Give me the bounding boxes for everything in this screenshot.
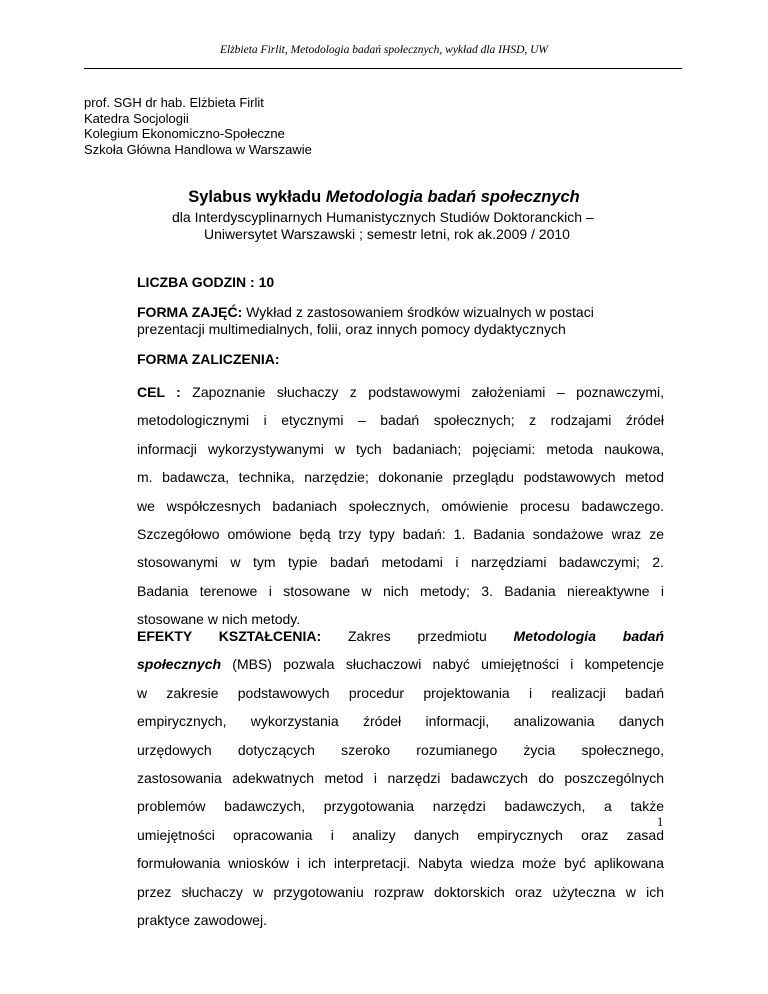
syllabus-subtitle (172, 209, 594, 243)
goal-line: Zapoznanie słuchaczy z podstawowymi założeniami – poznawczymi, (180, 384, 664, 400)
outcomes-line: formułowania wniosków i ich interpretacji. Nabyta wiedza może być aplikowana (137, 855, 664, 872)
class-format-section (137, 304, 664, 338)
college: Kolegium Ekonomiczno-Społeczne (84, 126, 285, 142)
outcomes-line: zastosowania adekwatnych metod i narzędzi badawczych do poszczególnych (137, 770, 664, 787)
goal-line: m. badawcza, technika, narzędzie; dokonanie przeglądu podstawowych metod (137, 469, 664, 486)
outcomes-line-2-text: (MBS) pozwala słuchaczowi nabyć umiejętności i kompetencje (221, 656, 664, 673)
outcomes-line: umiejętności opracowania i analizy danych empirycznych oraz zasad (137, 826, 664, 843)
university: Szkoła Główna Handlowa w Warszawie (84, 141, 312, 157)
department: Katedra Socjologii (84, 110, 189, 126)
goal-line: stosowanymi w tym typie badań metodami i narzędziami badawczymi; 2. (137, 554, 664, 571)
outcomes-line: empirycznych, wykorzystania źródeł informacji, analizowania danych (137, 713, 664, 730)
author-name: prof. SGH dr hab. Elżbieta Firlit (84, 95, 264, 110)
subtitle-line-2: Uniwersytet Warszawski ; semestr letni, rok ak.2009 / 2010 (204, 226, 570, 242)
header-rule (84, 68, 682, 69)
course-name: Metodologia badań społecznych (325, 188, 580, 206)
title-prefix: Sylabus wykładu (188, 188, 326, 206)
outcomes-line: problemów badawczych, przygotowania narzędzi badawczych, a także (137, 798, 664, 815)
hours-count: LICZBA GODZIN : 10 (137, 274, 275, 290)
class-format-line-2: prezentacji multimedialnych, folii, oraz innych pomocy dydaktycznych (137, 321, 566, 337)
outcomes-line: praktyce zawodowej. (137, 912, 267, 929)
learning-outcomes-label: EFEKTY KSZTAŁCENIA: (137, 628, 322, 644)
class-format-line-1: Wykład z zastosowaniem środków wizualnych w postaci (242, 304, 594, 320)
class-format-label: FORMA ZAJĘĆ: (137, 304, 243, 320)
goal-line: informacji wykorzystywanymi w tych badaniach; pojęciami: metoda naukowa, (137, 440, 664, 457)
goal-line: metodologicznymi i etycznymi – badań społecznych; z rodzajami źródeł (137, 412, 664, 429)
author-affiliation-block (84, 95, 312, 157)
outcomes-line: urzędowych dotyczących szeroko rozumianego życia społecznego, (137, 741, 664, 758)
syllabus-title (0, 188, 768, 207)
outcomes-line: w zakresie podstawowych procedur projektowania i realizacji badań (137, 684, 664, 701)
goal-line: we współczesnych badaniach społecznych, omówienie procesu badawczego. (137, 497, 664, 514)
running-header: Elżbieta Firlit, Metodologia badań społecznych, wykład dla IHSD, UW (219, 44, 549, 56)
course-goal-section (137, 378, 664, 634)
course-goal-label: CEL : (137, 384, 181, 400)
outcomes-line: przez słuchaczy w przygotowaniu rozpraw doktorskich oraz użyteczna w ich (137, 883, 664, 900)
goal-line: stosowane w nich metody. (137, 611, 301, 628)
learning-outcomes-section (137, 622, 664, 934)
course-name-emphasis-cont: społecznych (137, 656, 222, 673)
outcomes-line-1-text: Zakres przedmiotu (347, 628, 487, 644)
assessment-format-heading: FORMA ZALICZENIA: (137, 351, 280, 367)
goal-line: Badania terenowe i stosowane w nich metody; 3. Badania niereaktywne i (137, 582, 664, 599)
page-number: 1 (657, 815, 664, 829)
goal-line: Szczegółowo omówione będą trzy typy badań: 1. Badania sondażowe wraz ze (137, 526, 664, 543)
subtitle-line-1: dla Interdyscyplinarnych Humanistycznych Studiów Doktoranckich – (172, 209, 594, 225)
course-name-emphasis: Metodologia badań (513, 628, 664, 644)
